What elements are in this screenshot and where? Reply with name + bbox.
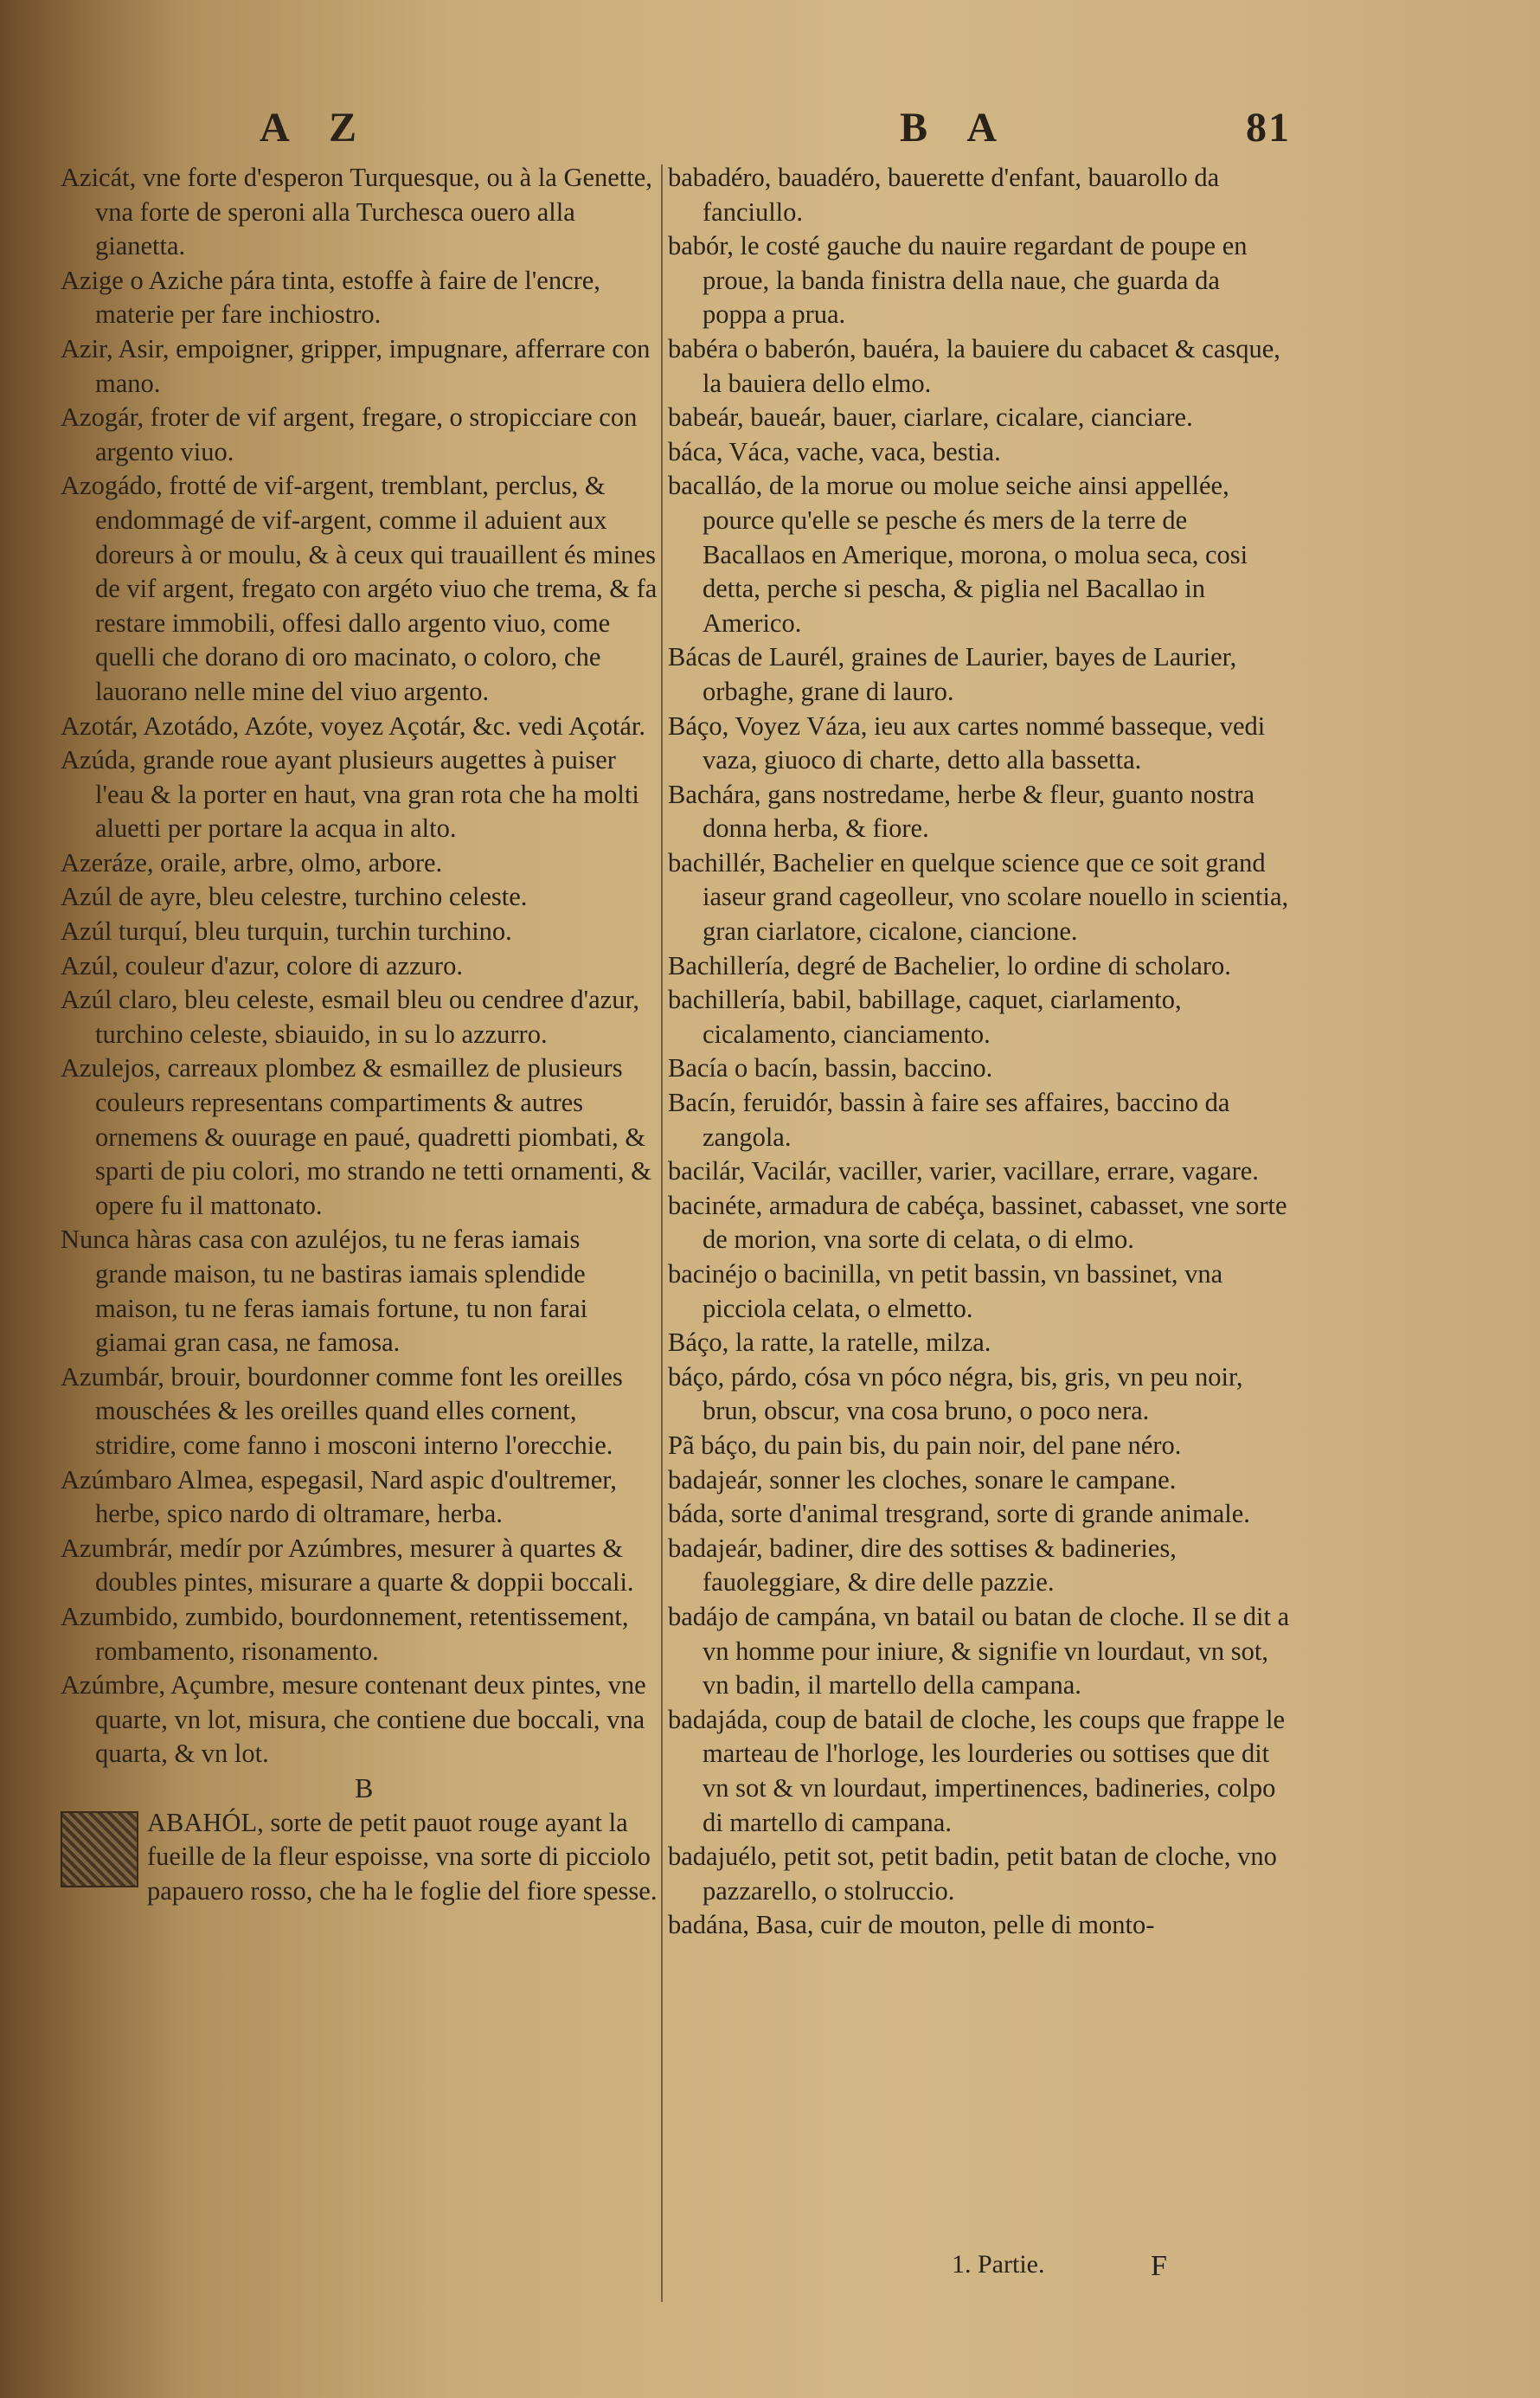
dictionary-entry: báda, sorte d'animal tresgrand, sorte di grande animale. (668, 1499, 1250, 1529)
dictionary-entry: Azige o Aziche pára tinta, estoffe à faire de l'encre, materie per fare inchiostro. (61, 265, 600, 330)
dictionary-entry: Azeráze, oraile, arbre, olmo, arbore. (61, 847, 443, 878)
dictionary-entry: Bacía o bacín, bassin, baccino. (668, 1053, 993, 1083)
dictionary-entry: Azicát, vne forte d'esperon Turquesque, ou à la Genette, vna forte de speroni alla Turchesca ouero alla gianetta. (61, 163, 652, 261)
dictionary-entry: Azúmbre, Açumbre, mesure contenant deux pintes, vne quarte, vn lot, misura, che contiene due boccali, vna quarta, & vn lot. (61, 1670, 646, 1769)
dictionary-entry: báca, Váca, vache, vaca, bestia. (668, 436, 1001, 466)
dictionary-entry: Azúl claro, bleu celeste, esmail bleu ou cendree d'azur, turchino celeste, sbiauido, in su lo azzurro. (61, 985, 640, 1049)
b-entry-text: ABAHÓL, sorte de petit pauot rouge ayant la fueille de la fleur espoisse, vna sorte di picciolo papauero rosso, che ha le foglie del fiore spesse. (147, 1807, 658, 1906)
dictionary-entry: babadéro, bauadéro, bauerette d'enfant, bauarollo da fanciullo. (668, 163, 1220, 227)
dictionary-entry: Bachillería, degré de Bachelier, lo ordine di scholaro. (668, 950, 1231, 980)
dictionary-entry: badájo de campána, vn batail ou batan de cloche. Il se dit a vn homme pour iniure, & signifie vn lourdaut, vn sot, vn badin, il martello della campana. (668, 1601, 1290, 1700)
dictionary-entry: Azotár, Azotádo, Azóte, voyez Açotár, &c. vedi Açotár. (61, 710, 645, 741)
dictionary-entry: badajeár, badiner, dire des sottises & badineries, fauoleggiare, & dire delle pazzie. (668, 1533, 1177, 1598)
section-letter: B (355, 1771, 374, 1803)
page-number: 81 (1246, 105, 1291, 151)
dictionary-entry: Azumbrár, medír por Azúmbres, mesurer à quartes & doubles pintes, misurare a quarte & doppii boccali. (61, 1533, 634, 1598)
dictionary-entry: Azumbár, brouir, bourdonner comme font les oreilles mouschées & les oreilles quand elles cornent, stridire, come fanno i mosconi interno l'orecchie. (61, 1361, 623, 1460)
dictionary-entry: Azogár, froter de vif argent, fregare, o stropicciare con argento viuo. (61, 402, 638, 466)
left-column (61, 161, 658, 1908)
column-divider (661, 164, 663, 2302)
dictionary-entry: Bácas de Laurél, graines de Laurier, bayes de Laurier, orbaghe, grane di lauro. (668, 642, 1237, 706)
dictionary-entry: Báço, la ratte, la ratelle, milza. (668, 1328, 991, 1358)
dictionary-entry-b (61, 1806, 658, 1909)
dictionary-entry: bachillér, Bachelier en quelque science que ce soit grand iaseur grand cageolleur, vno scolare nouello in scientia, gran ciarlatore, cicalone, ciancione. (668, 847, 1289, 947)
dictionary-entry: badajáda, coup de batail de cloche, les coups que frappe le marteau de l'horloge, les lourderies ou sottises que dit vn sot & vn lourdaut, impertinences, badineries, colpo di martello di campana. (668, 1704, 1286, 1837)
dictionary-entry: báço, párdo, cósa vn póco négra, bis, gris, vn peu noir, brun, obscur, vna cosa bruno, o poco nera. (668, 1361, 1243, 1426)
dictionary-entry: bacalláo, de la morue ou molue seiche ainsi appellée, pource qu'elle se pesche és mers de la terre de Bacallaos en Amerique, morona, o molua seca, cosi detta, perche si pescha, & piglia nel Bacallao in Americo. (668, 471, 1248, 638)
decorated-initial-icon (61, 1811, 138, 1887)
dictionary-entry: Bachára, gans nostredame, herbe & fleur, guanto nostra donna herba, & fiore. (668, 779, 1254, 844)
dictionary-entry: bacinéte, armadura de cabéça, bassinet, cabasset, vne sorte de morion, vna sorte di celata, o di elmo. (668, 1190, 1287, 1255)
dictionary-entry: Bacín, feruidór, bassin à faire ses affaires, baccino da zangola. (668, 1088, 1230, 1152)
dictionary-entry: badajeár, sonner les cloches, sonare le campane. (668, 1464, 1177, 1495)
dictionary-entry: babór, le costé gauche du nauire regardant de poupe en proue, la banda finistra della naue, che guarda da poppa a prua. (668, 231, 1248, 330)
dictionary-entry: bacilár, Vacilár, vaciller, varier, vacillare, errare, vagare. (668, 1156, 1259, 1186)
running-head-right: B A (900, 105, 1013, 151)
dictionary-entry: Azogádo, frotté de vif-argent, tremblant, perclus, & endommagé de vif-argent, comme il aduient aux doreurs à or moulu, & à ceux qui trauaillent és mines de vif argent, fregato con argéto viuo che trema, & fa restare immobili, offesi dallo argento viuo, come quelli che dorano di oro macinato, o coloro, che lauorano nelle mine del viuo argento. (61, 471, 658, 706)
dictionary-entry: Azúda, grande roue ayant plusieurs augettes à puiser l'eau & la porter en haut, vna gran rota che ha molti aluetti per portare la acqua in alto. (61, 745, 639, 844)
dictionary-entry: Azumbido, zumbido, bourdonnement, retentissement, rombamento, risonamento. (61, 1601, 629, 1666)
dictionary-entry: bachillería, babil, babillage, caquet, ciarlamento, cicalamento, cianciamento. (668, 985, 1182, 1049)
dictionary-entry: badajuélo, petit sot, petit badin, petit batan de cloche, vno pazzarello, o stolruccio. (668, 1842, 1277, 1906)
dictionary-entry: Pã báço, du pain bis, du pain noir, del pane néro. (668, 1430, 1182, 1460)
right-column (668, 161, 1291, 1943)
dictionary-entry: Azúl turquí, bleu turquin, turchin turchino. (61, 916, 512, 947)
dictionary-entry: bacinéjo o bacinilla, vn petit bassin, vn bassinet, vna picciola celata, o elmetto. (668, 1259, 1223, 1323)
signature-mark: F (1151, 2250, 1167, 2282)
running-head-left: A Z (260, 105, 373, 151)
dictionary-entry: Nunca hàras casa con azuléjos, tu ne feras iamais grande maison, tu ne bastiras iamais splendide maison, tu ne feras iamais fortune, tu non farai giamai gran casa, ne famosa. (61, 1225, 588, 1358)
dictionary-entry: Azulejos, carreaux plombez & esmaillez de plusieurs couleurs representans compartiments & autres ornemens & ouurage en paué, quadretti piombati, & sparti de piu colori, mo strando ne tetti ornamenti, & opere fu il mattonato. (61, 1053, 651, 1220)
dictionary-entry: babeár, baueár, bauer, ciarlare, cicalare, cianciare. (668, 402, 1193, 433)
dictionary-entry: Azúl de ayre, bleu celestre, turchino celeste. (61, 882, 528, 912)
dictionary-entry: Azúmbaro Almea, espegasil, Nard aspic d'oultremer, herbe, spico nardo di oltramare, herba. (61, 1464, 617, 1529)
footer-part: 1. Partie. (952, 2250, 1045, 2279)
dictionary-entry: badána, Basa, cuir de mouton, pelle di monto- (668, 1910, 1155, 1940)
dictionary-entry: Azir, Asir, empoigner, gripper, impugnare, afferrare con mano. (61, 333, 651, 398)
dictionary-entry: Azúl, couleur d'azur, colore di azzuro. (61, 950, 463, 980)
dictionary-entry: Báço, Voyez Váza, ieu aux cartes nommé basseque, vedi vaza, giuoco di charte, detto alla bassetta. (668, 710, 1266, 775)
dictionary-entry: babéra o baberón, bauéra, la bauiere du cabacet & casque, la bauiera dello elmo. (668, 333, 1280, 398)
